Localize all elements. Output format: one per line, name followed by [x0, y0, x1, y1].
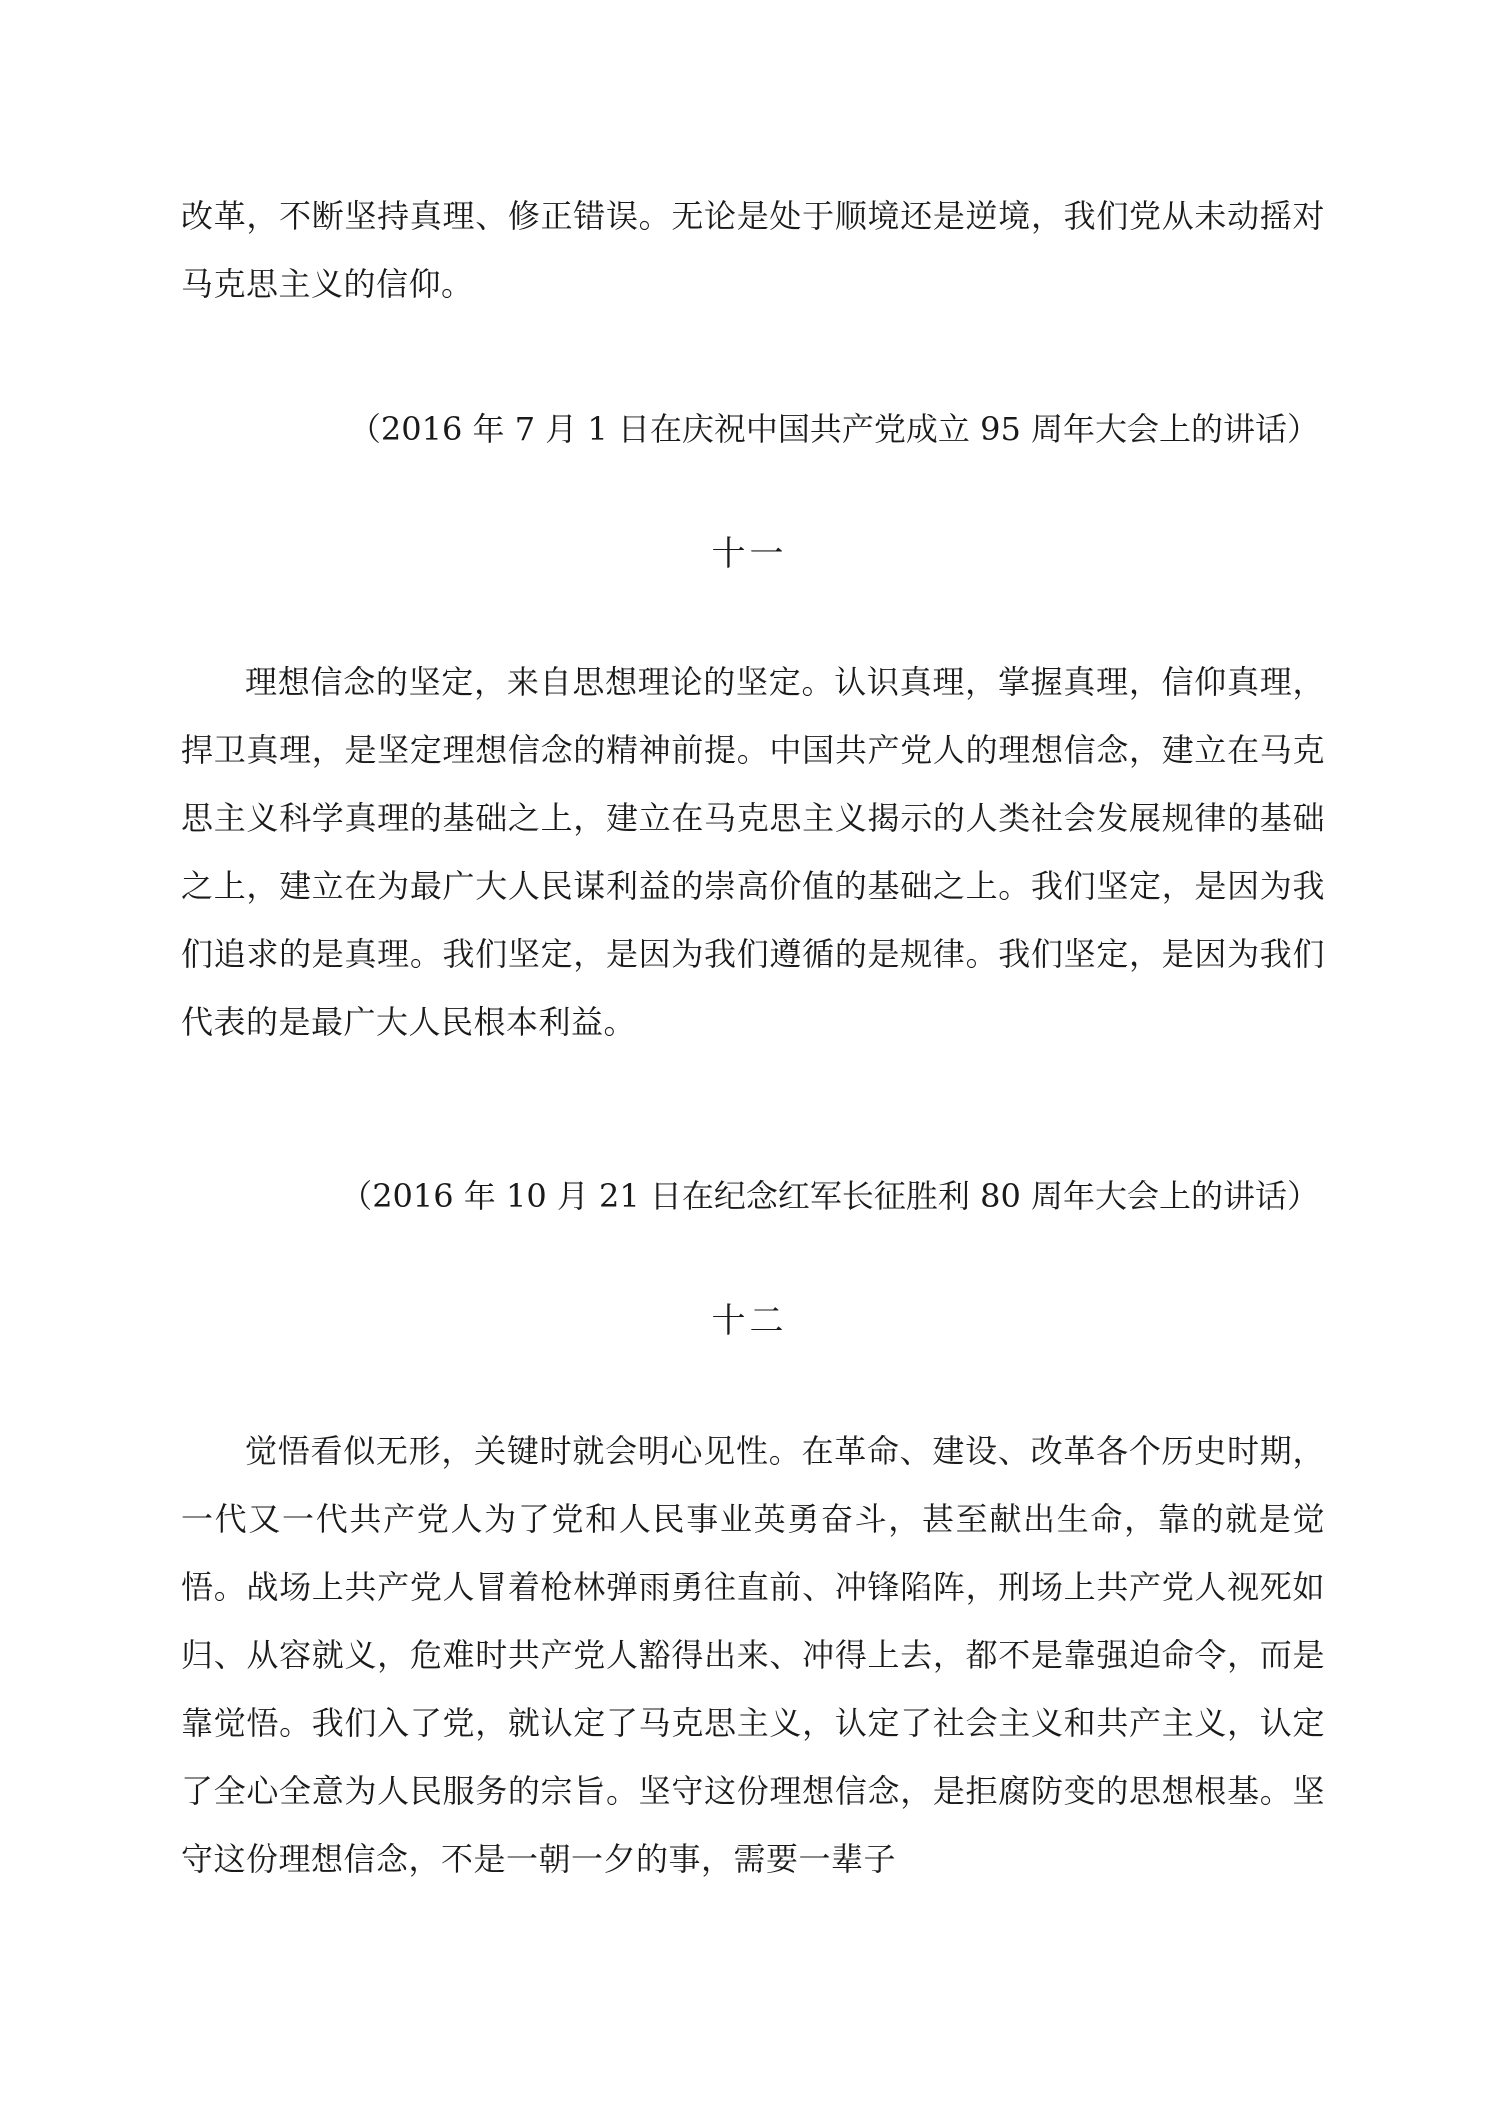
continuation-paragraph: 改革，不断坚持真理、修正错误。无论是处于顺境还是逆境，我们党从未动摇对马克思主义的信仰。 [181, 197, 1325, 303]
section-heading-12: 十二 [711, 1301, 788, 1341]
section-heading-11: 十一 [711, 534, 788, 574]
source-citation-1: （2016 年 7 月 1 日在庆祝中国共产党成立 95 周年大会上的讲话） [348, 410, 1319, 448]
section-12-body: 觉悟看似无形，关键时就会明心见性。在革命、建设、改革各个历史时期，一代又一代共产党人为了党和人民事业英勇奋斗，甚至献出生命，靠的就是觉悟。战场上共产党人冒着枪林弹雨勇往直前、冲锋陷阵，刑场上共产党人视死如归、从容就义，危难时共产党人豁得出来、冲得上去，都不是靠强迫命令，而是靠觉悟。我们入了党，就认定了马克思主义，认定了社会主义和共产主义，认定了全心全意为人民服务的宗旨。坚守这份理想信念，是拒腐防变的思想根基。坚守这份理想信念，不是一朝一夕的事，需要一辈子 [181, 1432, 1325, 1878]
section-11-body: 理想信念的坚定，来自思想理论的坚定。认识真理，掌握真理，信仰真理，捍卫真理，是坚定理想信念的精神前提。中国共产党人的理想信念，建立在马克思主义科学真理的基础之上，建立在马克思主义揭示的人类社会发展规律的基础之上，建立在为最广大人民谋利益的崇高价值的基础之上。我们坚定，是因为我们追求的是真理。我们坚定，是因为我们遵循的是规律。我们坚定，是因为我们代表的是最广大人民根本利益。 [181, 663, 1325, 1041]
source-citation-2: （2016 年 10 月 21 日在纪念红军长征胜利 80 周年大会上的讲话） [340, 1177, 1319, 1215]
